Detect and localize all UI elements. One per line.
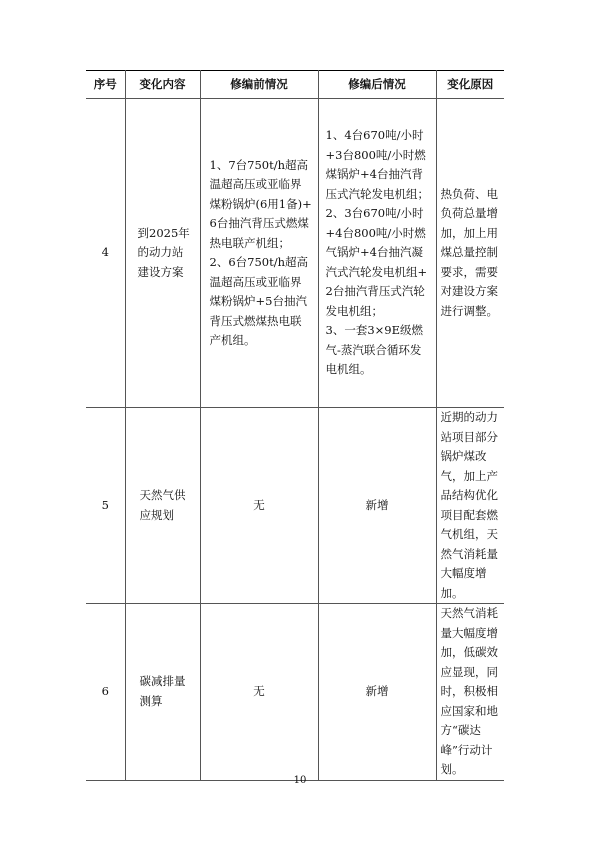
header-after: 修编后情况	[318, 71, 436, 99]
after-situation: 新增	[318, 408, 436, 604]
header-no: 序号	[86, 71, 125, 99]
before-item: 2、6台750t/h超高温超高压或亚临界煤粉锅炉+5台抽汽背压式燃煤热电联产机组。	[209, 255, 308, 347]
change-content: 到2025年的动力站建设方案	[125, 99, 200, 408]
after-item: 3、一套3×9E级燃气-蒸汽联合循环发电机组。	[325, 323, 423, 377]
before-situation	[200, 99, 318, 408]
after-item: 2、3台670吨/小时+4台800吨/小时燃气锅炉+4台抽汽凝汽式汽轮发电机组+2台抽汽背压式汽轮发电机组；	[325, 206, 428, 318]
before-situation: 无	[200, 408, 318, 604]
header-before: 修编前情况	[200, 71, 318, 99]
change-content: 天然气供应规划	[125, 408, 200, 604]
change-reason: 近期的动力站项目部分锅炉煤改气，加上产品结构优化项目配套燃气机组，天然气消耗量大幅度增加。	[436, 408, 504, 604]
table-row	[86, 604, 504, 781]
page-number: 10	[293, 775, 307, 786]
row-number: 6	[86, 604, 125, 781]
before-item: 1、7台750t/h超高温超高压或亚临界煤粉锅炉(6用1备)+6台抽汽背压式燃煤热电联产机组；	[209, 157, 312, 250]
table-row	[86, 408, 504, 604]
change-reason: 热负荷、电负荷总量增加，加上用煤总量控制要求，需要对建设方案进行调整。	[436, 99, 504, 408]
change-reason: 天然气消耗量大幅度增加，低碳效应显现，同时，积极相应国家和地方“碳达峰”行动计划。	[436, 604, 504, 781]
after-situation	[318, 99, 436, 408]
row-number: 4	[86, 99, 125, 408]
table-row	[86, 99, 504, 408]
row-number: 5	[86, 408, 125, 604]
after-item: 1、4台670吨/小时+3台800吨/小时燃煤锅炉+4台抽汽背压式汽轮发电机组；	[325, 128, 429, 201]
header-content: 变化内容	[125, 71, 200, 99]
before-situation: 无	[200, 604, 318, 781]
after-situation: 新增	[318, 604, 436, 781]
change-content: 碳减排量测算	[125, 604, 200, 781]
table-header-row	[86, 71, 504, 99]
header-reason: 变化原因	[436, 71, 504, 99]
change-table	[86, 70, 504, 781]
